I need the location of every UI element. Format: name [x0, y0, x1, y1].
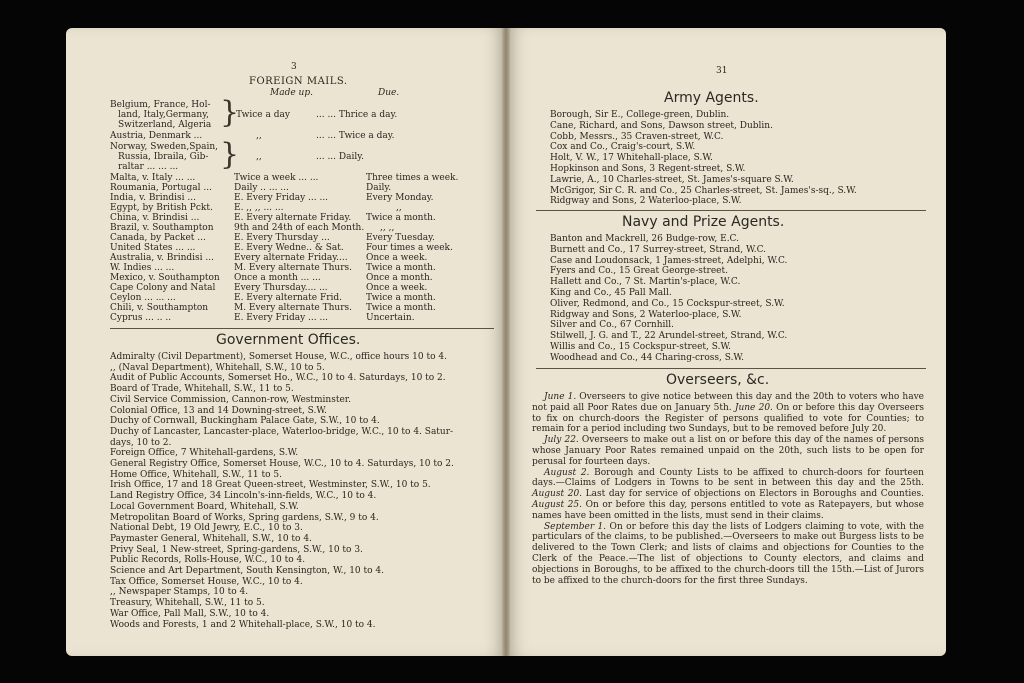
list-item: Stilwell, J. G. and T., 22 Arundel-street, Strand, W.C. — [550, 331, 788, 342]
list-item: McGrigor, Sir C. R. and Co., 25 Charles-street, St. James's-sq., S.W. — [550, 185, 857, 196]
mail-due: Every Tuesday. — [366, 233, 435, 243]
list-item: Lawrie, A., 10 Charles-street, St. James's-square S.W. — [550, 174, 794, 185]
list-item: Banton and Mackrell, 26 Budge-row, E.C. — [550, 234, 739, 244]
mail-due: ... ... Twice a day. — [316, 131, 395, 141]
list-item: Duchy of Lancaster, Lancaster-place, Waterloo-bridge, W.C., 10 to 4. Satur- — [110, 426, 454, 437]
mail-place-line: Belgium, France, Hol- — [110, 100, 211, 110]
list-item: Tax Office, Somerset House, W.C., 10 to 4. — [110, 576, 303, 587]
mail-place: W. Indies ... ... — [110, 263, 175, 273]
mail-made-up: ,, — [256, 131, 262, 141]
paragraph: July 22. Overseers to make out a list on or before this day of the names of persons whose January Poor Rates remained unpaid on the 20th, such lists to be open for perusal for fourteen days. — [532, 435, 924, 467]
list-item: Audit of Public Accounts, Somerset Ho., W.C., 10 to 4. Saturdays, 10 to 2. — [110, 373, 446, 384]
mail-due: Every Monday. — [366, 193, 434, 203]
mail-place: Ceylon ... ... ... — [110, 293, 176, 303]
mail-place: Cape Colony and Natal — [110, 283, 216, 293]
overseers-heading: Overseers, &c. — [666, 372, 770, 388]
book-gutter — [502, 28, 510, 656]
mail-place: Canada, by Packet ... — [110, 233, 206, 243]
mail-due: Twice a month. — [366, 213, 436, 223]
navy-agents-heading: Navy and Prize Agents. — [622, 214, 785, 230]
list-item: ,, (Naval Department), Whitehall, S.W., 10 to 5. — [110, 362, 325, 373]
list-item: Foreign Office, 7 Whitehall-gardens, S.W. — [110, 448, 299, 459]
mail-made-up: Daily .. ... ... — [234, 183, 289, 193]
list-item: Home Office, Whitehall, S.W., 11 to 5. — [110, 469, 282, 480]
mail-place: India, v. Brindisi ... — [110, 193, 196, 203]
list-item: Woods and Forests, 1 and 2 Whitehall-place, S.W., 10 to 4. — [110, 619, 376, 630]
mail-place-line: Russia, Ibraila, Gib- — [118, 152, 209, 162]
mail-due: Once a week. — [366, 253, 428, 263]
mail-made-up: Every Thursday.... ... — [234, 283, 328, 293]
list-item: Local Government Board, Whitehall, S.W. — [110, 501, 299, 512]
list-item: War Office, Pall Mall, S.W., 10 to 4. — [110, 608, 270, 619]
mail-made-up: 9th and 24th of each Month. — [234, 223, 365, 233]
made-up-header: Made up. — [270, 88, 313, 98]
mail-made-up: E. ,, ,, ... ... — [234, 203, 284, 213]
right-page — [506, 28, 946, 656]
section-divider — [536, 368, 926, 369]
section-divider — [110, 328, 494, 329]
mail-made-up: Once a month ... ... — [234, 273, 321, 283]
foreign-mails-title: FOREIGN MAILS. — [249, 76, 348, 87]
mail-place: Chili, v. Southampton — [110, 303, 209, 313]
list-item: Hopkinson and Sons, 3 Regent-street, S.W. — [550, 163, 746, 174]
list-item: Irish Office, 17 and 18 Great Queen-street, Westminster, S.W., 10 to 5. — [110, 480, 431, 491]
overseers-text — [532, 392, 924, 586]
list-item: Duchy of Cornwall, Buckingham Palace Gate, S.W., 10 to 4. — [110, 416, 380, 427]
mail-due: ,, — [396, 203, 402, 213]
paragraph: September 1. On or before this day the lists of Lodgers claiming to vote, with the particulars of the claims, to be published.—Overseers to make out Burgess lists to be delivered to the Town Clerk; and lists of claims and objections for Counties to the Clerk of the Peace.—The list of objections to County electors, and claims and objections in Boroughs, to be affixed to the church-doors till the 15th.—List of Jurors to be affixed to the church-doors for the first three Sundays. — [532, 521, 924, 586]
list-item: Paymaster General, Whitehall, S.W., 10 to 4. — [110, 533, 312, 544]
mail-made-up: E. Every alternate Frid. — [234, 293, 343, 303]
list-item: National Debt, 19 Old Jewry, E.C., 10 to 3. — [110, 523, 303, 534]
page-number: 3 — [291, 62, 297, 72]
mail-place: China, v. Brindisi ... — [110, 213, 200, 223]
page-number: 31 — [716, 66, 728, 76]
mail-made-up: E. Every Thursday ... — [234, 233, 330, 243]
mail-made-up: E. Every Friday ... ... — [234, 313, 329, 323]
list-item: King and Co., 45 Pall Mall. — [550, 287, 672, 298]
list-item: Case and Loudonsack, 1 James-street, Adelphi, W.C. — [550, 255, 788, 266]
mail-due: Once a month. — [366, 273, 433, 283]
mail-place: Mexico, v. Southampton — [110, 273, 220, 283]
mail-due: Three times a week. — [366, 173, 459, 183]
list-item: Colonial Office, 13 and 14 Downing-street, S.W. — [110, 405, 327, 416]
mail-made-up: M. Every alternate Thurs. — [234, 263, 352, 273]
mail-place: Egypt, by British Pckt. — [110, 203, 213, 213]
mail-due: Uncertain. — [366, 313, 415, 323]
mail-place: Cyprus ... .. .. — [110, 313, 172, 323]
mail-made-up: Every alternate Friday.... — [234, 253, 348, 263]
paragraph: June 1. Overseers to give notice between this day and the 20th to voters who have not paid all Poor Rates due on January 5th. June 20. On or before this day Overseers to fix on church-doors the Register of persons qualified to vote for Counties; to remain for a period including two Sundays, but to be removed before July 20. — [532, 392, 925, 435]
list-item: Silver and Co., 67 Cornhill. — [550, 320, 675, 331]
army-agents-heading: Army Agents. — [664, 90, 759, 106]
mail-due: Twice a month. — [366, 303, 436, 313]
government-offices-list — [110, 352, 490, 630]
army-agents-list — [550, 110, 920, 207]
list-item: Borough, Sir E., College-green, Dublin. — [550, 110, 730, 120]
mail-place-line: Switzerland, Algeria — [118, 120, 212, 130]
list-item: days, 10 to 2. — [110, 437, 172, 448]
mail-place: Roumania, Portugal ... — [110, 183, 212, 193]
list-item: Willis and Co., 15 Cockspur-street, S.W. — [550, 341, 732, 352]
list-item: Metropolitan Board of Works, Spring gardens, S.W., 9 to 4. — [110, 512, 379, 523]
mail-place: Brazil, v. Southampton — [110, 223, 214, 233]
list-item: Hallett and Co., 7 St. Martin's-place, W.C. — [550, 277, 741, 288]
mail-made-up: Twice a day — [236, 110, 290, 120]
mail-due: Twice a month. — [366, 263, 436, 273]
list-item: ,, Newspaper Stamps, 10 to 4. — [110, 587, 249, 598]
mail-due: Four times a week. — [366, 243, 453, 253]
list-item: Oliver, Redmond, and Co., 15 Cockspur-street, S.W. — [550, 298, 785, 309]
list-item: Fyers and Co., 15 Great George-street. — [550, 266, 728, 277]
list-item: Woodhead and Co., 44 Charing-cross, S.W. — [550, 352, 744, 363]
mail-due: Daily. — [366, 183, 392, 193]
brace-icon: } — [220, 95, 240, 130]
mail-place: Australia, v. Brindisi ... — [110, 253, 214, 263]
list-item: General Registry Office, Somerset House, W.C., 10 to 4. Saturdays, 10 to 2. — [110, 459, 454, 470]
mail-due: ... ... Daily. — [316, 152, 364, 162]
mail-due: Twice a month. — [366, 293, 436, 303]
mail-place: Austria, Denmark ... — [110, 131, 203, 141]
mail-place: United States ... ... — [110, 243, 196, 253]
mail-made-up: E. Every Wedne.. & Sat. — [234, 243, 344, 253]
list-item: Civil Service Commission, Cannon-row, Westminster. — [110, 394, 351, 405]
mail-place: Malta, v. Italy ... ... — [110, 173, 196, 183]
list-item: Holt, V. W., 17 Whitehall-place, S.W. — [550, 153, 713, 164]
list-item: Board of Trade, Whitehall, S.W., 11 to 5. — [110, 384, 294, 395]
section-divider — [536, 210, 926, 211]
paragraph: August 2. Borough and County Lists to be affixed to church-doors for fourteen days.—Claims of Lodgers in Towns to be sent in between this day and the 25th. August 20. Last day for service of objections on Electors in Boroughs and Counties. August 25. On or before this day, persons entitled to vote as Ratepayers, but whose names have been omitted in the lists, must send in their claims. — [532, 467, 925, 521]
list-item: Cobb, Messrs., 35 Craven-street, W.C. — [550, 131, 724, 142]
list-item: Public Records, Rolls-House, W.C., 10 to 4. — [110, 555, 306, 566]
mail-made-up: E. Every alternate Friday. — [234, 213, 352, 223]
government-offices-heading: Government Offices. — [216, 332, 361, 348]
open-book — [66, 28, 946, 656]
due-header: Due. — [378, 88, 400, 98]
brace-icon: } — [220, 137, 240, 172]
list-item: Cane, Richard, and Sons, Dawson street, Dublin. — [550, 120, 773, 131]
list-item: Cox and Co., Craig's-court, S.W. — [550, 142, 696, 153]
left-page — [66, 28, 506, 656]
list-item: Science and Art Department, South Kensington, W., 10 to 4. — [110, 566, 385, 577]
mail-place-line: Norway, Sweden,Spain, — [110, 142, 219, 152]
mail-place-line: land, Italy,Germany, — [118, 110, 209, 120]
mail-due: Once a week. — [366, 283, 428, 293]
mail-made-up: Twice a week ... ... — [234, 173, 319, 183]
list-item: Treasury, Whitehall, S.W., 11 to 5. — [110, 598, 265, 609]
mail-made-up: E. Every Friday ... ... — [234, 193, 329, 203]
list-item: Ridgway and Sons, 2 Waterloo-place, S.W. — [550, 309, 742, 320]
mail-due: ,, ,, — [380, 223, 395, 233]
list-item: Burnett and Co., 17 Surrey-street, Strand, W.C. — [550, 244, 766, 255]
navy-agents-list — [550, 234, 920, 364]
mail-place-line: raltar ... ... ... — [118, 162, 179, 172]
mail-due: ... ... Thrice a day. — [316, 110, 398, 120]
list-item: Privy Seal, 1 New-street, Spring-gardens, S.W., 10 to 3. — [110, 544, 363, 555]
mail-made-up: ,, — [256, 152, 262, 162]
list-item: Ridgway and Sons, 2 Waterloo-place, S.W. — [550, 196, 742, 207]
mail-made-up: M. Every alternate Thurs. — [234, 303, 352, 313]
list-item: Land Registry Office, 34 Lincoln's-inn-fields, W.C., 10 to 4. — [110, 491, 377, 502]
list-item: Admiralty (Civil Department), Somerset House, W.C., office hours 10 to 4. — [110, 352, 447, 362]
